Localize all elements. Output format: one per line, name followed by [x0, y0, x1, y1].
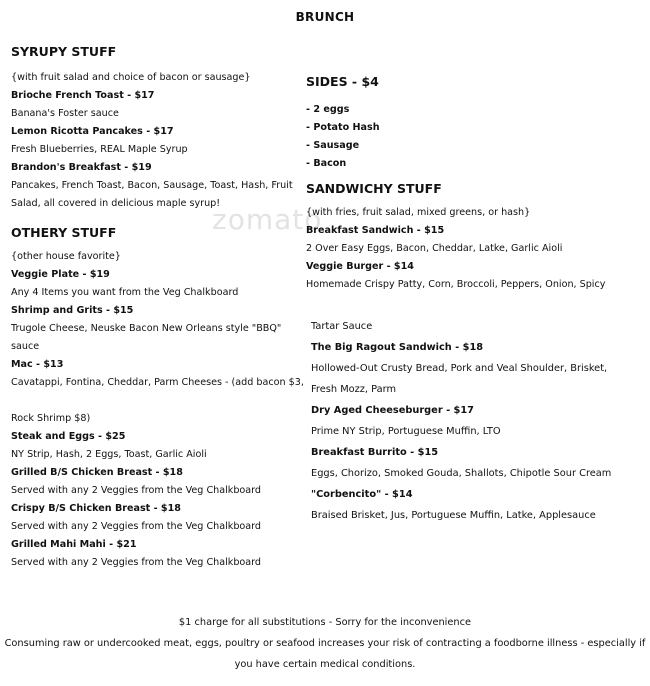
sandwichy-items: [306, 204, 606, 294]
menu-item-description: Tartar Sauce: [311, 321, 373, 332]
menu-item-description: Trugole Cheese, Neuske Bacon New Orleans style "BBQ": [11, 323, 282, 334]
menu-item-description: Braised Brisket, Jus, Portuguese Muffin, Latke, Applesauce: [311, 510, 596, 521]
menu-item-title: Crispy B/S Chicken Breast - $18: [11, 503, 181, 514]
menu-item-description: Rock Shrimp $8): [11, 413, 91, 424]
menu-item-description: Pancakes, French Toast, Bacon, Sausage, Toast, Hash, Fruit: [11, 180, 293, 191]
menu-item-description: Eggs, Chorizo, Smoked Gouda, Shallots, Chipotle Sour Cream: [311, 468, 612, 479]
menu-item-title: Veggie Burger - $14: [306, 261, 414, 272]
menu-item-description: Salad, all covered in delicious maple syrup!: [11, 198, 221, 209]
menu-item-description: Fresh Mozz, Parm: [311, 384, 397, 395]
food-safety-warning: Consuming raw or undercooked meat, eggs, poultry or seafood increases your risk of contracting a foodborne illness - especially if: [4, 638, 646, 649]
sides-heading: SIDES - $4: [306, 74, 379, 89]
menu-item-title: - Bacon: [306, 158, 347, 169]
menu-title: BRUNCH: [295, 10, 355, 24]
syrupy-heading: SYRUPY STUFF: [11, 44, 117, 59]
menu-item-description: {with fries, fruit salad, mixed greens, or hash}: [306, 207, 531, 218]
othery-items: [11, 248, 303, 572]
menu-item-description: Served with any 2 Veggies from the Veg Chalkboard: [11, 521, 262, 532]
menu-item-description: Prime NY Strip, Portuguese Muffin, LTO: [311, 426, 501, 437]
menu-item-title: Brioche French Toast - $17: [11, 90, 155, 101]
menu-item-title: Shrimp and Grits - $15: [11, 305, 134, 316]
menu-item-title: Grilled Mahi Mahi - $21: [11, 539, 137, 550]
syrupy-items: [11, 69, 303, 213]
menu-item-title: Lemon Ricotta Pancakes - $17: [11, 126, 174, 137]
left-column: [11, 44, 303, 572]
substitution-note: $1 charge for all substitutions - Sorry for the inconvenience: [178, 617, 472, 628]
menu-item-description: Homemade Crispy Patty, Corn, Broccoli, Peppers, Onion, Spicy: [306, 279, 606, 290]
menu-item-description: {other house favorite}: [11, 251, 121, 262]
menu-item-description: Banana's Foster sauce: [11, 108, 119, 119]
menu-item-title: "Corbencito" - $14: [311, 489, 413, 500]
menu-item-title: Mac - $13: [11, 359, 64, 370]
menu-item-description: sauce: [11, 341, 40, 352]
menu-item-description: Hollowed-Out Crusty Bread, Pork and Veal Shoulder, Brisket,: [311, 363, 608, 374]
menu-item-title: Brandon's Breakfast - $19: [11, 162, 152, 173]
menu-item-description: {with fruit salad and choice of bacon or sausage}: [11, 72, 251, 83]
menu-item-description: NY Strip, Hash, 2 Eggs, Toast, Garlic Aioli: [11, 449, 207, 460]
menu-item-title: The Big Ragout Sandwich - $18: [311, 342, 484, 353]
food-safety-warning-cont: you have certain medical conditions.: [234, 659, 416, 670]
menu-item-description: [11, 392, 303, 410]
menu-item-title: Veggie Plate - $19: [11, 269, 110, 280]
menu-item-description: Served with any 2 Veggies from the Veg Chalkboard: [11, 557, 262, 568]
sides-items: [306, 101, 606, 173]
right-column: [306, 74, 606, 294]
menu-item-title: - Sausage: [306, 140, 360, 151]
menu-item-description: Fresh Blueberries, REAL Maple Syrup: [11, 144, 188, 155]
menu-item-title: - 2 eggs: [306, 104, 350, 115]
menu-item-description: Any 4 Items you want from the Veg Chalkboard: [11, 287, 239, 298]
zomato-watermark: zomato: [212, 203, 323, 236]
menu-item-title: Breakfast Sandwich - $15: [306, 225, 445, 236]
menu-item-title: Dry Aged Cheeseburger - $17: [311, 405, 474, 416]
menu-item-title: Breakfast Burrito - $15: [311, 447, 439, 458]
menu-item-title: - Potato Hash: [306, 122, 380, 133]
footer-note: [0, 612, 650, 675]
sandwichy-items-continued: [311, 316, 611, 526]
right-column-continued: [311, 316, 611, 526]
menu-item-title: Steak and Eggs - $25: [11, 431, 126, 442]
menu-item-description: Served with any 2 Veggies from the Veg Chalkboard: [11, 485, 262, 496]
othery-heading: OTHERY STUFF: [11, 225, 117, 240]
menu-item-title: Grilled B/S Chicken Breast - $18: [11, 467, 183, 478]
menu-item-description: 2 Over Easy Eggs, Bacon, Cheddar, Latke, Garlic Aioli: [306, 243, 563, 254]
menu-item-description: Cavatappi, Fontina, Cheddar, Parm Cheeses - (add bacon $3,: [11, 377, 304, 388]
sandwichy-heading: SANDWICHY STUFF: [306, 181, 442, 196]
